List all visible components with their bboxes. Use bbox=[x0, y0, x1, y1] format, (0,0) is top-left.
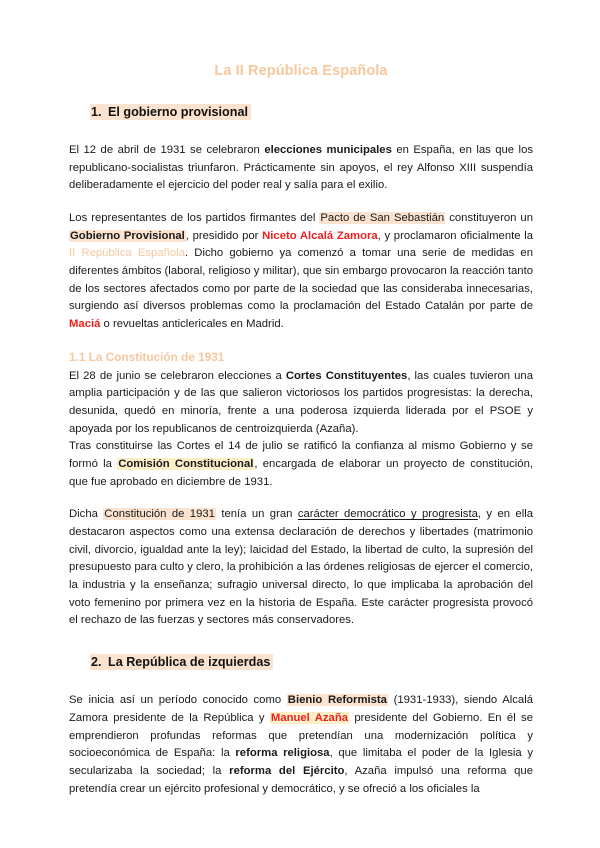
subsection-heading-1-1-label: 1.1 La Constitución de 1931 bbox=[69, 349, 225, 364]
text-fragment: Tras constituirse las Cortes el 14 de julio se ratificó la confianza al mismo Gobierno y se formó la bbox=[69, 440, 533, 470]
section-heading-1-label: El gobierno provisional bbox=[108, 104, 248, 119]
section-heading-2-highlight bbox=[90, 654, 273, 670]
text-fragment: Se inicia así un período conocido como bbox=[69, 694, 287, 707]
accent-ii-republica-espanola: II República Española bbox=[69, 247, 185, 260]
section-number-1: 1. bbox=[91, 104, 102, 119]
emphasis-manuel-azana: Manuel Azaña bbox=[270, 711, 349, 724]
bold-reforma-religiosa: reforma religiosa bbox=[235, 747, 330, 760]
underline-caracter-democratico: carácter democrático y progresista bbox=[297, 508, 478, 521]
text-fragment: presidente del Gobierno. En él se emprendieron profundas reformas que pretendían una modernización política y socioeconómica de España: la bbox=[69, 711, 533, 760]
subsection-heading-1-1 bbox=[69, 349, 533, 367]
text-fragment: Dicha bbox=[69, 508, 104, 521]
section-heading-2-label: La República de izquierdas bbox=[108, 654, 271, 669]
text-fragment: El 12 de abril de 1931 se celebraron bbox=[69, 144, 265, 157]
emphasis-niceto-alcala-zamora: Niceto Alcalá Zamora bbox=[262, 229, 378, 242]
text-fragment: Los representantes de los partidos firmantes del bbox=[69, 212, 320, 225]
highlight-pacto-san-sebastian: Pacto de San Sebastián bbox=[320, 212, 445, 225]
section-heading-1-highlight bbox=[90, 104, 251, 120]
text-fragment: El 28 de junio se celebraron elecciones a bbox=[69, 369, 286, 382]
text-fragment: , las cuales tuvieron una amplia participación y de las que salieron victoriosos los partidos progresistas: la derecha, desunida, quedó en minoría, frente a una poderosa izquierda liderada por el PSOE y apoyada por los republicanos de centroizquierda (Azaña). bbox=[69, 369, 533, 435]
text-fragment: en España, en las que los republicano-socialistas triunfaron. Prácticamente sin apoyos, el rey Alfonso XIII suspendía deliberadamente el ejercicio del poder real y salía para el exilio. bbox=[69, 144, 533, 192]
text-fragment: , encargada de elaborar un proyecto de constitución, que fue aprobado en diciembre de 1931. bbox=[69, 457, 533, 488]
section-spacer bbox=[69, 645, 533, 653]
text-fragment: , y proclamaron oficialmente la bbox=[377, 229, 533, 242]
text-fragment: , presidido por bbox=[185, 229, 263, 242]
text-fragment: constituyeron un bbox=[445, 212, 533, 225]
page-title: La II República Española bbox=[214, 63, 388, 79]
highlight-comision-constitucional: Comisión Constitucional bbox=[118, 457, 254, 470]
text-fragment: , que limitaba el poder de la Iglesia y secularizaba la sociedad; la bbox=[69, 747, 533, 777]
text-fragment: , y en ella destacaron aspectos como una extensa declaración de derechos y libertades (matrimonio civil, divorcio, igualdad ante la ley); laicidad del Estado, la libertad de culto, la supresión del presupuesto para culto y clero, la prohibición a las órdenes religiosas de ejercer el comercio, la industria y la enseñanza; sufragio universal directo, lo que implicaba la aprobación del voto femenino por primera vez en la historia de España. Este carácter progresista provocó el rechazo de las fuerzas y sectores más conservadores. bbox=[69, 508, 534, 627]
text-fragment: , Azaña impulsó una reforma que pretendía crear un ejército profesional y democrático, y se ofreció a los oficiales la bbox=[69, 764, 533, 795]
paragraph-2-1 bbox=[69, 692, 533, 798]
paragraph-1-1-3 bbox=[69, 506, 533, 630]
text-fragment: o revueltas anticlericales en Madrid. bbox=[100, 318, 284, 331]
paragraph-1-2 bbox=[69, 210, 533, 334]
section-heading-2 bbox=[69, 653, 533, 671]
text-fragment: . Dicho gobierno ya comenzó a tomar una serie de medidas en diferentes ámbitos (laboral, religioso y militar), que sin embargo provocaron la reacción tanto de los sectores afectados como por parte de la sociedad que las consideraba innecesarias, surgiendo así diversos problemas como la proclamación del Estado Catalán por parte de bbox=[69, 247, 534, 313]
section-heading-1 bbox=[69, 103, 533, 121]
bold-elecciones-municipales: elecciones municipales bbox=[264, 144, 392, 157]
paragraph-1-1 bbox=[69, 142, 533, 195]
section-number-2: 2. bbox=[91, 654, 102, 669]
paragraph-1-1-2 bbox=[69, 438, 533, 491]
highlight-bienio-reformista: Bienio Reformista bbox=[287, 694, 387, 707]
bold-reforma-del-ejercito: reforma del Ejército bbox=[229, 764, 345, 777]
emphasis-macia: Maciá bbox=[69, 318, 101, 331]
highlight-gobierno-provisional: Gobierno Provisional bbox=[70, 229, 185, 242]
text-fragment: (1931-1933), siendo Alcalá Zamora presidente de la República y bbox=[69, 694, 533, 724]
highlight-constitucion-de-1931: Constitución de 1931 bbox=[104, 508, 215, 521]
text-fragment: tenía un gran bbox=[215, 508, 298, 521]
bold-cortes-constituyentes: Cortes Constituyentes bbox=[285, 369, 408, 382]
paragraph-1-1-1 bbox=[69, 368, 533, 439]
